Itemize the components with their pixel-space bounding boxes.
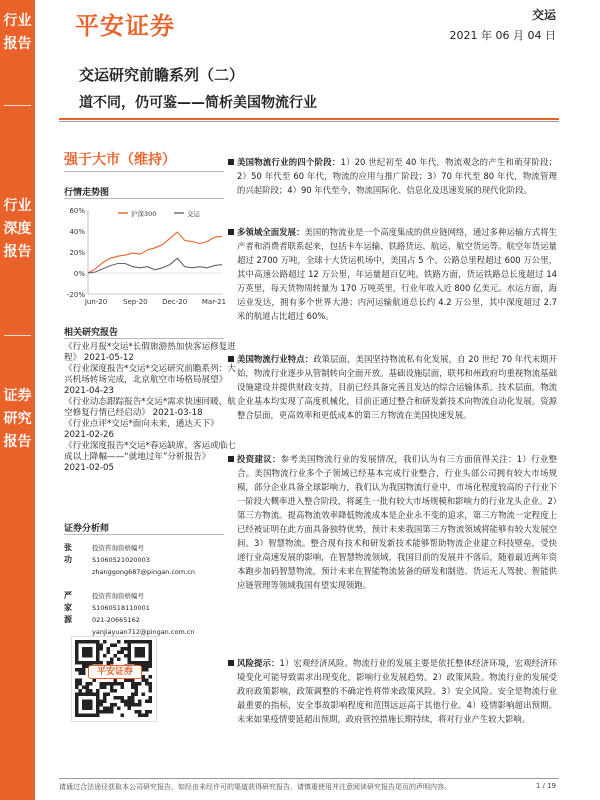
- x-tick-label: Dec-20: [162, 298, 188, 306]
- paragraph-body: 政策层面，美国坚持物流私有化发展，自 20 世纪 70 年代末期开始，物流行业逐步从管制转向全面开放。基础设施层面，联邦和州政府均重视物流基础设施建设并提供财政支持，目前已经具备完善且发达的综合运输体系。技术层面，物流企业基本均实现了高度机械化，目前正通过整合和研发新技术向物流自动化发展。资源整合层面，更高效率和更低成本的第三方物流在美国快速发展。: [237, 354, 558, 420]
- summary-paragraph: [237, 452, 557, 592]
- paragraph-lead: 美国物流行业特点：: [237, 354, 314, 364]
- chart-heading: 行情走势图: [64, 188, 110, 198]
- side-banner: [0, 0, 35, 800]
- analyst-cert-label: 投资咨询资格编号: [92, 592, 144, 600]
- analyst-cert-label: 投资咨询资格编号: [92, 544, 144, 552]
- qr-code: [71, 636, 157, 722]
- x-tick-label: Sep-20: [123, 298, 148, 306]
- summary-paragraph: [237, 155, 557, 197]
- summary-paragraph: [237, 352, 557, 422]
- related-report-item[interactable]: 《行业动态跟踪报告*交运*需求快速回暖，航空修复行情已经启动》 2021-03-18: [64, 397, 236, 418]
- price-trend-chart: [62, 202, 232, 312]
- qr-logo-label: 平安证券: [88, 665, 142, 679]
- related-report-item[interactable]: 《行业月报*交运*长假旅游热加快客运修复进程》 2021-05-12: [64, 342, 236, 363]
- industry-label: 交运: [531, 8, 556, 22]
- paragraph-lead: 风险提示：: [237, 658, 280, 668]
- sidebar-label-securities-report: 证券研究报告: [3, 388, 32, 450]
- y-tick-label: 40%: [69, 228, 85, 236]
- sidebar-divider: [4, 105, 31, 106]
- title-rule: [59, 118, 559, 120]
- section-divider: [64, 171, 224, 172]
- section-divider: [64, 534, 224, 535]
- sidebar-divider: [4, 335, 31, 336]
- report-date: 2021 年 06 月 04 日: [449, 29, 556, 42]
- title-rule-thin: [59, 121, 559, 122]
- footer-disclaimer: 请通过合法途径获取本公司研究报告，如经由未经许可的渠道获得研究报告，请慎重使用并注意阅读研究报告尾页的声明内容。: [59, 783, 451, 791]
- related-report-item[interactable]: 《行业深度报告*交运*春运缺席，客运或临七成以上降幅——“就地过年”分析报告》 2021-02-05: [64, 441, 236, 473]
- section-divider: [64, 338, 224, 339]
- paragraph-lead: 投资建议：: [237, 454, 281, 464]
- y-tick-label: 20%: [69, 249, 85, 257]
- summary-paragraph: [237, 225, 557, 323]
- rating-label: 强于大市（维持）: [64, 152, 176, 168]
- paragraph-body: 参考美国物流行业的发展情况，我们认为有三方面值得关注：1）行业整合。美国物流行业多个子领域已经基本完成行业整合，行业头部公司拥有较大市场规模，部分企业具备全球影响力，我们认为我国物流行业中，市场化程度较高的子行业下一阶段大概率进入整合阶段，将诞生一批有较大市场规模和影响力的行业龙头企业。2）第三方物流。提高物流效率降低物流成本是企业永不变的追求，第三方物流一定程度上已经被证明在此方面具备独特优势，预计未来我国第三方物流领域将能够有较大发展空间。3）智慧物流。整合现有技术和研发新技术能够帮助物流企业建立科技壁垒，受快递行业高速发展的影响，在智慧物流领域，我国目前的发展并不落后，随着最近两年资本跑步加码智慧物流，预计未来在智能物流装备的研发和制造、货运无人驾驶、智能供应链管理等领域我国有望实现领跑。: [237, 454, 558, 590]
- analyst-name: 严家源: [64, 591, 72, 624]
- analyst-cert-number: S1060518110001: [92, 604, 150, 612]
- y-tick-label: 0%: [73, 270, 85, 278]
- analyst-email[interactable]: zhanggong687@pingan.com.cn: [92, 568, 196, 576]
- summary-paragraph: [237, 656, 557, 726]
- y-tick-label: 60%: [69, 207, 85, 215]
- paragraph-lead: 多领域全面发展：: [237, 227, 305, 237]
- related-report-item[interactable]: 《行业深度报告*交运*交运研究前瞻系列：大兴机场转场完成，北京航空市场格局展望》 2021-04-23: [64, 364, 236, 396]
- x-tick-label: Mar-21: [201, 298, 227, 306]
- related-report-item[interactable]: 《行业点评*交运*面向未来，通达天下》 2021-02-26: [64, 419, 219, 440]
- qr-pattern-icon: [72, 637, 156, 721]
- x-tick-label: Jun-20: [84, 298, 108, 306]
- y-tick-label: -20%: [66, 291, 85, 299]
- bullet-icon: [228, 356, 234, 362]
- report-title: 道不同，仍可鉴——简析美国物流行业: [79, 95, 317, 111]
- paragraph-body: 1）宏观经济风险。物流行业的发展主要是依托整体经济环境，宏观经济环境变化可能导致需求出现变化，影响行业发展趋势。2）政策风险。物流行业的发展受政府政策影响，政策调整的不确定性将带来政策风险。3）安全风险。安全是物流行业最重要的指标，安全事故影响程度和范围远远高于其他行业。4）疫情影响超出预期。未来如果疫情要延超出预期，政府管控措施长期持续，将对行业产生较大影响。: [237, 658, 558, 724]
- analyst-info: [92, 542, 195, 578]
- paragraph-lead: 美国物流行业的四个阶段：: [237, 157, 341, 167]
- footer-divider: [59, 778, 559, 779]
- analyst-email[interactable]: yanjiayuan712@pingan.com.cn: [92, 628, 195, 636]
- sidebar-label-deep-report: 行业深度报告: [3, 198, 32, 260]
- paragraph-body: 美国的物流业是一个高度集成的供应链网络，通过多种运输方式将生产者和消费者联系起来，包括卡车运输、铁路货运、航运、航空货运等。航空年货运量超过 2700 万吨，全球十大货运机场中，美国占 5 个。公路总里程超过 600 万公里，其中高速公路超过 12 万公里，年运量超百亿吨。铁路方面，货运铁路总长度超过 14 万英里，每天货物周转量为 170 万吨英里，行业年收入近 800 亿美元。水运方面，海运业发达，拥有多个世界大港；内河运输航道总长约 4.2 万公里，其中深度超过 2.7 米的航道占比超过 60%。: [237, 227, 558, 321]
- analyst-name: 张功: [64, 543, 72, 564]
- page-number: 1 / 19: [535, 782, 556, 790]
- company-logo: 平安证券: [75, 12, 175, 40]
- series-title: 交运研究前瞻系列（二）: [79, 66, 245, 84]
- analyst-cert-number: S1060521020003: [92, 556, 150, 564]
- analysts-heading: 证券分析师: [64, 524, 110, 534]
- bullet-icon: [228, 229, 234, 235]
- bullet-icon: [228, 660, 234, 666]
- related-reports-list: [64, 342, 236, 474]
- legend-label: 沪深300: [131, 210, 157, 218]
- series-line: [88, 258, 222, 273]
- related-reports-heading: 相关研究报告: [64, 328, 119, 338]
- analyst-phone: 021-20665162: [92, 616, 140, 624]
- section-divider: [64, 198, 224, 199]
- legend-label: 交运: [187, 210, 200, 218]
- paragraph-body: 1）20 世纪初至 40 年代，物流观念的产生和萌芽阶段；2）50 年代至 60 年代，物流的应用与推广阶段；3）70 年代至 80 年代，物流管理的兴起阶段；4）90 年代至今，物流国际化、信息化及迅速发展的现代化阶段。: [237, 157, 557, 195]
- bullet-icon: [228, 159, 234, 165]
- analyst-info: [92, 590, 195, 638]
- sidebar-label-industry-report: 行业报告: [3, 13, 32, 52]
- bullet-icon: [228, 456, 234, 462]
